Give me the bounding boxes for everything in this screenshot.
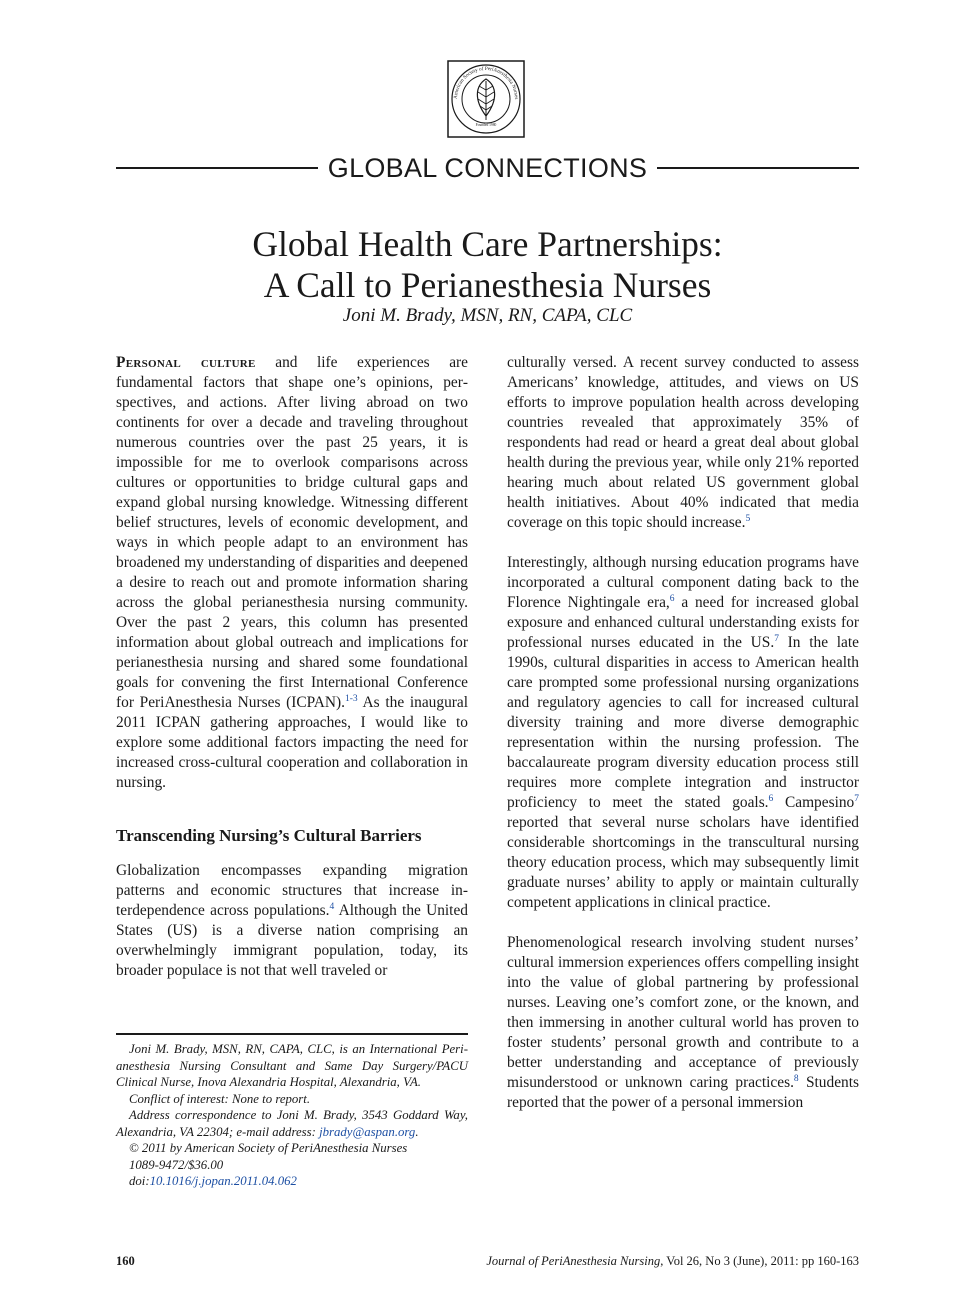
author-footnotes	[116, 1041, 468, 1190]
conflict-of-interest: Conflict of interest: None to report.	[129, 1091, 311, 1106]
paragraph-text: and life experiences are fundamental factors that shape one’s opinions, perspectives, and actions. After living abroad on two continents for over a decade and traveling throughout numerous countries over the past 25 years, it is impossible for me to overlook comparisons across cultures or opportunities to bridge cultural gaps and expand global nursing knowledge. Witnessing different belief structures, levels of economic development, and ways in which people adapt to an environment has broadened my understanding of disparities and deepened a desire to reach out and promote information sharing across the global perianesthesia nursing community. Over the past 2 years, this column has presented information about global outreach and implications for perianesthesia nursing and shared some foundational goals for convening the first International Conference for PeriAnesthesia Nurses (ICPAN).	[116, 354, 468, 711]
paragraph-text: a need for increased global exposure and enhanced cultural understanding exists for professional nurses educated in the US.	[507, 594, 859, 651]
aspan-seal-logo	[447, 60, 525, 138]
lead-in: Personal culture	[116, 354, 256, 371]
email-link[interactable]: jbrady@aspan.org	[319, 1124, 416, 1139]
doi-prefix: doi:	[129, 1174, 150, 1188]
reference-link[interactable]: 7	[854, 793, 859, 804]
doi-line	[116, 1173, 468, 1190]
paragraph-text: Phenomenological research involving student nurses’ cultural immersion experiences offers compelling insight into the value of global partnering by professional nurses. Leaving one’s comfort zone, or the known, and then immersing in another cultural world has proven to foster students’ personal growth and contribute to a better understanding and acceptance of previously misunderstood or unknown caring practices.	[507, 934, 859, 1091]
reference-link[interactable]: 7	[774, 633, 779, 644]
correspondence-address	[116, 1107, 468, 1140]
paragraph-text: Although the United States (US) is a diverse nation comprising an overwhelmingly immigrant population, today, its broader populace is not that well traveled or	[116, 902, 468, 979]
doi-link[interactable]: 10.1016/j.jopan.2011.04.062	[149, 1174, 297, 1188]
reference-link[interactable]: 8	[793, 1073, 799, 1084]
journal-name: Journal of PeriAnesthesia Nursing	[486, 1254, 661, 1268]
article-title-line-1: Global Health Care Partnerships:	[252, 224, 723, 264]
section-header	[116, 148, 859, 188]
author-bio: Joni M. Brady, MSN, RN, CAPA, CLC, is an International Perianesthesia Nursing Consultant and Same Day Surgery/PACU Clinical Nurse, Inova Alexandria Hospital, Alexandria, VA.	[116, 1042, 468, 1089]
address-end: .	[415, 1124, 419, 1139]
paragraph-text: Campesino	[773, 794, 855, 811]
seal-founded-text: Founded 1980	[475, 123, 497, 127]
paragraph-text: Interestingly, although nursing education programs have incorporated a cultural component dating back to the Florence Nightingale era,	[507, 554, 859, 611]
leaf-seal-icon	[477, 79, 494, 120]
paragraph-text: In the late 1990s, cultural disparities in access to American health care prompted some professional nursing organizations and regulatory agencies to call for increased cultural diversity training and more diverse demographic representation within the nursing profession. The baccalaureate program diversity education process still requires more complete integration and instructor proficiency to meet the stated goals.	[507, 634, 859, 811]
right-column	[507, 353, 859, 1113]
article-author: Joni M. Brady, MSN, RN, CAPA, CLC	[342, 305, 633, 326]
paragraph-text: culturally versed. A recent survey conducted to assess Americans’ knowledge, attitudes, and views on US efforts to improve population health across developing countries revealed that approximately 35% of respondents had read or heard a great deal about global health during the previous year, while only 21% reported hearing much about related US government global health initiatives. About 40% indicated that media coverage on this topic should increase.	[507, 354, 859, 531]
article-title	[116, 224, 859, 306]
body-paragraph-2	[116, 861, 468, 981]
copyright-line: © 2011 by American Society of PeriAnesthesia Nurses	[129, 1141, 408, 1155]
section-rule-left	[116, 167, 318, 170]
section-label: GLOBAL CONNECTIONS	[327, 152, 648, 183]
citation-details: , Vol 26, No 3 (June), 2011: pp 160-163	[660, 1254, 859, 1268]
seal-ring-text: American Society of PeriAnesthesia Nurses	[452, 65, 520, 100]
address-text: Address correspondence to Joni M. Brady, 3543 Goddard Way, Alexandria, VA 22304; e-mail address:	[116, 1108, 468, 1139]
issn-line: 1089-9472/$36.00	[129, 1157, 224, 1172]
section-subheading: Transcending Nursing’s Cultural Barriers	[116, 826, 422, 845]
page-number: 160	[116, 1254, 135, 1268]
reference-link[interactable]: 1-3	[345, 693, 358, 704]
reference-link[interactable]: 6	[768, 793, 774, 804]
body-paragraph-5	[507, 933, 859, 1113]
journal-citation	[486, 1254, 859, 1269]
article-title-line-2: A Call to Perianesthesia Nurses	[263, 265, 712, 305]
footnote-divider	[116, 1033, 468, 1035]
paragraph-text: As the inaugural 2011 ICPAN gathering approaches, I would like to explore some additional factors impacting the need for increased cross-cultural cooperation and collaboration in nursing.	[116, 694, 468, 791]
left-column	[116, 353, 468, 981]
body-paragraph-4	[507, 553, 859, 913]
paragraph-text: Students reported that the power of a personal immersion	[507, 1074, 859, 1111]
paragraph-text: Globalization encompasses expanding migration patterns and economic structures that increase interdependence across populations.	[116, 862, 468, 919]
reference-link[interactable]: 5	[745, 513, 751, 524]
body-paragraph-3	[507, 353, 859, 533]
reference-link[interactable]: 6	[669, 593, 675, 604]
reference-link[interactable]: 4	[329, 901, 335, 912]
section-rule-right	[657, 167, 859, 170]
page-footer	[116, 1254, 859, 1269]
body-paragraph-1	[116, 353, 468, 793]
paragraph-text: reported that several nurse scholars have identified considerable shortcomings in the transcultural nursing theory education process, which may subsequently limit graduate nurses’ ability to apply or maintain culturally competent applications in clinical practice.	[507, 814, 859, 911]
